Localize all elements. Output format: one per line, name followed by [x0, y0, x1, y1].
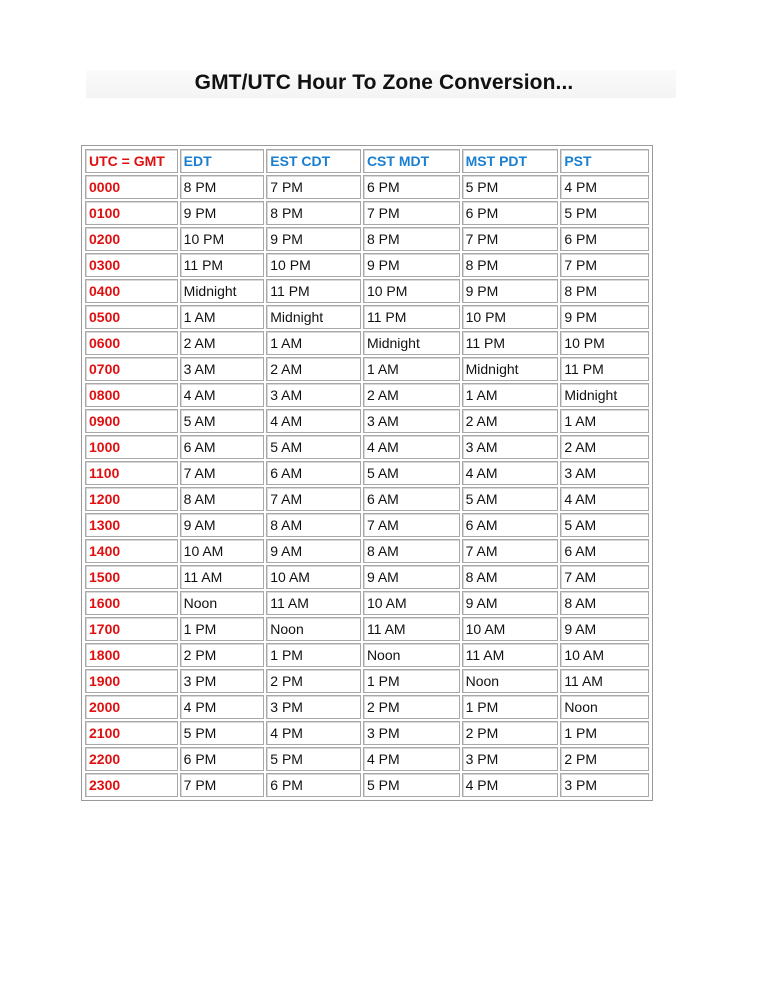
table-row	[85, 331, 649, 355]
cell-edt: Noon	[180, 591, 265, 615]
cell-est-cdt: 8 PM	[266, 201, 361, 225]
cell-edt: 2 PM	[180, 643, 265, 667]
table-row	[85, 357, 649, 381]
cell-pst: 7 AM	[560, 565, 649, 589]
cell-utc: 0200	[85, 227, 178, 251]
table-row	[85, 435, 649, 459]
cell-pst: 9 PM	[560, 305, 649, 329]
cell-mst-pdt: 8 AM	[462, 565, 559, 589]
cell-est-cdt: 5 PM	[266, 747, 361, 771]
cell-mst-pdt: 5 PM	[462, 175, 559, 199]
cell-pst: 8 AM	[560, 591, 649, 615]
cell-utc: 0500	[85, 305, 178, 329]
cell-edt: 4 AM	[180, 383, 265, 407]
table-row	[85, 227, 649, 251]
table-row	[85, 487, 649, 511]
cell-pst: 9 AM	[560, 617, 649, 641]
table-row	[85, 669, 649, 693]
cell-edt: 1 AM	[180, 305, 265, 329]
cell-cst-mdt: 3 AM	[363, 409, 460, 433]
cell-pst: 5 PM	[560, 201, 649, 225]
cell-utc: 2300	[85, 773, 178, 797]
cell-cst-mdt: 10 AM	[363, 591, 460, 615]
cell-pst: 11 AM	[560, 669, 649, 693]
table-row	[85, 513, 649, 537]
cell-mst-pdt: 8 PM	[462, 253, 559, 277]
cell-est-cdt: 7 AM	[266, 487, 361, 511]
cell-utc: 0100	[85, 201, 178, 225]
cell-pst: 4 PM	[560, 175, 649, 199]
cell-est-cdt: 4 AM	[266, 409, 361, 433]
cell-mst-pdt: 2 AM	[462, 409, 559, 433]
cell-pst: 6 AM	[560, 539, 649, 563]
cell-utc: 1400	[85, 539, 178, 563]
table-row	[85, 617, 649, 641]
cell-pst: 3 PM	[560, 773, 649, 797]
header-cst-mdt: CST MDT	[363, 149, 460, 173]
cell-est-cdt: 2 AM	[266, 357, 361, 381]
cell-cst-mdt: 9 AM	[363, 565, 460, 589]
cell-cst-mdt: 4 AM	[363, 435, 460, 459]
cell-edt: 4 PM	[180, 695, 265, 719]
cell-pst: 5 AM	[560, 513, 649, 537]
cell-cst-mdt: 1 AM	[363, 357, 460, 381]
cell-utc: 1000	[85, 435, 178, 459]
cell-mst-pdt: 6 AM	[462, 513, 559, 537]
cell-est-cdt: 10 PM	[266, 253, 361, 277]
cell-pst: 1 AM	[560, 409, 649, 433]
cell-edt: 8 PM	[180, 175, 265, 199]
cell-edt: 11 PM	[180, 253, 265, 277]
cell-utc: 0000	[85, 175, 178, 199]
cell-cst-mdt: Midnight	[363, 331, 460, 355]
cell-est-cdt: 7 PM	[266, 175, 361, 199]
cell-est-cdt: 3 AM	[266, 383, 361, 407]
cell-mst-pdt: 11 PM	[462, 331, 559, 355]
cell-pst: 8 PM	[560, 279, 649, 303]
cell-pst: 1 PM	[560, 721, 649, 745]
cell-est-cdt: Noon	[266, 617, 361, 641]
cell-est-cdt: 10 AM	[266, 565, 361, 589]
cell-utc: 1200	[85, 487, 178, 511]
cell-mst-pdt: 4 PM	[462, 773, 559, 797]
cell-edt: 9 PM	[180, 201, 265, 225]
cell-mst-pdt: 9 PM	[462, 279, 559, 303]
cell-cst-mdt: 1 PM	[363, 669, 460, 693]
page-title: GMT/UTC Hour To Zone Conversion...	[194, 71, 574, 94]
cell-cst-mdt: 10 PM	[363, 279, 460, 303]
cell-mst-pdt: 3 PM	[462, 747, 559, 771]
conversion-table	[83, 147, 651, 799]
cell-utc: 1500	[85, 565, 178, 589]
cell-est-cdt: 6 AM	[266, 461, 361, 485]
cell-utc: 0600	[85, 331, 178, 355]
table-row	[85, 305, 649, 329]
cell-edt: 3 PM	[180, 669, 265, 693]
cell-cst-mdt: 6 AM	[363, 487, 460, 511]
cell-mst-pdt: 2 PM	[462, 721, 559, 745]
cell-mst-pdt: 5 AM	[462, 487, 559, 511]
cell-utc: 1600	[85, 591, 178, 615]
cell-utc: 0400	[85, 279, 178, 303]
cell-cst-mdt: Noon	[363, 643, 460, 667]
table-row	[85, 175, 649, 199]
cell-cst-mdt: 9 PM	[363, 253, 460, 277]
cell-cst-mdt: 2 AM	[363, 383, 460, 407]
header-pst: PST	[560, 149, 649, 173]
cell-cst-mdt: 6 PM	[363, 175, 460, 199]
cell-pst: 10 PM	[560, 331, 649, 355]
cell-est-cdt: 1 PM	[266, 643, 361, 667]
cell-pst: Midnight	[560, 383, 649, 407]
cell-pst: Noon	[560, 695, 649, 719]
table-row	[85, 461, 649, 485]
cell-mst-pdt: 7 PM	[462, 227, 559, 251]
table-row	[85, 695, 649, 719]
cell-cst-mdt: 11 AM	[363, 617, 460, 641]
cell-pst: 4 AM	[560, 487, 649, 511]
cell-utc: 1900	[85, 669, 178, 693]
cell-utc: 0800	[85, 383, 178, 407]
cell-edt: 5 AM	[180, 409, 265, 433]
cell-edt: Midnight	[180, 279, 265, 303]
cell-pst: 3 AM	[560, 461, 649, 485]
cell-cst-mdt: 5 PM	[363, 773, 460, 797]
cell-edt: 2 AM	[180, 331, 265, 355]
cell-edt: 10 AM	[180, 539, 265, 563]
cell-cst-mdt: 8 AM	[363, 539, 460, 563]
cell-edt: 1 PM	[180, 617, 265, 641]
cell-utc: 2200	[85, 747, 178, 771]
cell-est-cdt: 8 AM	[266, 513, 361, 537]
cell-est-cdt: 11 AM	[266, 591, 361, 615]
cell-edt: 7 AM	[180, 461, 265, 485]
cell-utc: 1300	[85, 513, 178, 537]
table-row	[85, 773, 649, 797]
table-row	[85, 591, 649, 615]
cell-pst: 11 PM	[560, 357, 649, 381]
cell-utc: 1100	[85, 461, 178, 485]
cell-est-cdt: 2 PM	[266, 669, 361, 693]
table-row	[85, 565, 649, 589]
cell-mst-pdt: 10 PM	[462, 305, 559, 329]
cell-pst: 10 AM	[560, 643, 649, 667]
header-edt: EDT	[180, 149, 265, 173]
cell-pst: 7 PM	[560, 253, 649, 277]
header-est-cdt: EST CDT	[266, 149, 361, 173]
conversion-table-frame	[81, 145, 653, 801]
cell-est-cdt: 3 PM	[266, 695, 361, 719]
cell-cst-mdt: 5 AM	[363, 461, 460, 485]
cell-utc: 0900	[85, 409, 178, 433]
cell-mst-pdt: 6 PM	[462, 201, 559, 225]
cell-mst-pdt: Noon	[462, 669, 559, 693]
cell-cst-mdt: 11 PM	[363, 305, 460, 329]
cell-edt: 3 AM	[180, 357, 265, 381]
cell-cst-mdt: 4 PM	[363, 747, 460, 771]
header-mst-pdt: MST PDT	[462, 149, 559, 173]
cell-est-cdt: 1 AM	[266, 331, 361, 355]
table-row	[85, 279, 649, 303]
cell-utc: 1800	[85, 643, 178, 667]
cell-cst-mdt: 7 AM	[363, 513, 460, 537]
table-row	[85, 539, 649, 563]
table-body	[85, 175, 649, 797]
table-row	[85, 253, 649, 277]
cell-utc: 0700	[85, 357, 178, 381]
cell-est-cdt: 9 PM	[266, 227, 361, 251]
cell-mst-pdt: 11 AM	[462, 643, 559, 667]
cell-est-cdt: 11 PM	[266, 279, 361, 303]
table-row	[85, 201, 649, 225]
table-row	[85, 721, 649, 745]
cell-mst-pdt: 1 PM	[462, 695, 559, 719]
cell-mst-pdt: 7 AM	[462, 539, 559, 563]
cell-pst: 2 PM	[560, 747, 649, 771]
cell-cst-mdt: 8 PM	[363, 227, 460, 251]
cell-pst: 6 PM	[560, 227, 649, 251]
header-utc-gmt: UTC = GMT	[85, 149, 178, 173]
cell-est-cdt: Midnight	[266, 305, 361, 329]
table-row	[85, 409, 649, 433]
table-row	[85, 643, 649, 667]
cell-edt: 6 PM	[180, 747, 265, 771]
cell-mst-pdt: 9 AM	[462, 591, 559, 615]
cell-edt: 11 AM	[180, 565, 265, 589]
cell-mst-pdt: 4 AM	[462, 461, 559, 485]
table-row	[85, 383, 649, 407]
cell-pst: 2 AM	[560, 435, 649, 459]
cell-edt: 8 AM	[180, 487, 265, 511]
cell-utc: 1700	[85, 617, 178, 641]
cell-edt: 9 AM	[180, 513, 265, 537]
cell-cst-mdt: 7 PM	[363, 201, 460, 225]
header-row	[85, 149, 649, 173]
cell-edt: 7 PM	[180, 773, 265, 797]
cell-mst-pdt: 10 AM	[462, 617, 559, 641]
table-row	[85, 747, 649, 771]
cell-mst-pdt: 3 AM	[462, 435, 559, 459]
cell-utc: 0300	[85, 253, 178, 277]
cell-cst-mdt: 2 PM	[363, 695, 460, 719]
cell-est-cdt: 6 PM	[266, 773, 361, 797]
cell-utc: 2000	[85, 695, 178, 719]
cell-edt: 10 PM	[180, 227, 265, 251]
cell-utc: 2100	[85, 721, 178, 745]
cell-est-cdt: 5 AM	[266, 435, 361, 459]
cell-mst-pdt: 1 AM	[462, 383, 559, 407]
cell-est-cdt: 9 AM	[266, 539, 361, 563]
cell-cst-mdt: 3 PM	[363, 721, 460, 745]
cell-edt: 6 AM	[180, 435, 265, 459]
cell-mst-pdt: Midnight	[462, 357, 559, 381]
cell-est-cdt: 4 PM	[266, 721, 361, 745]
cell-edt: 5 PM	[180, 721, 265, 745]
